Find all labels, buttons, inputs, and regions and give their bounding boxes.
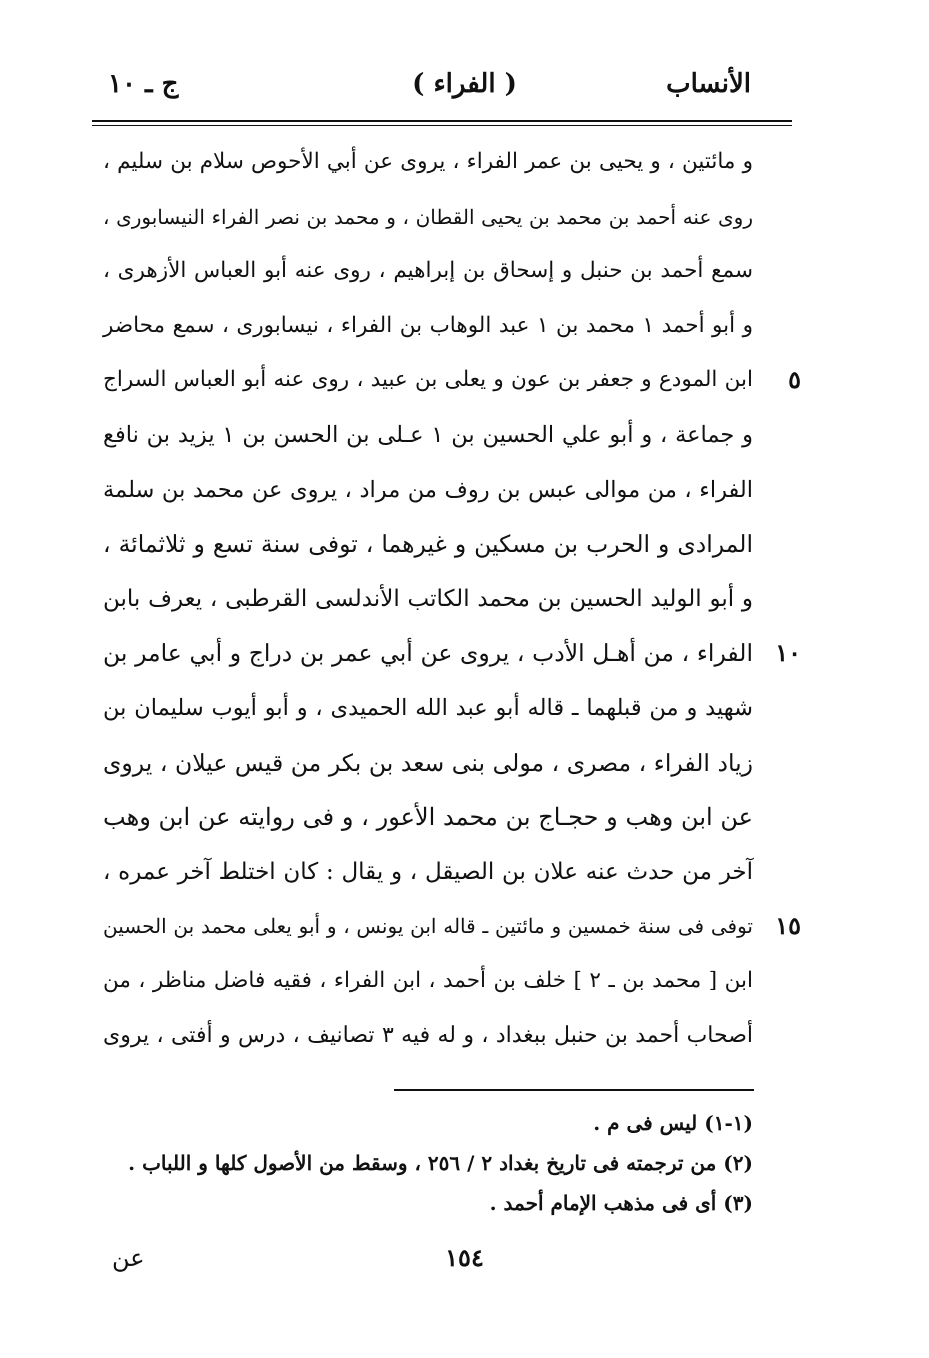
- text-line: [103, 244, 753, 299]
- line-text: روى عنه أحمد بن محمد بن يحيى القطان ، و محمد بن نصر الفراء النيسابورى ،: [103, 204, 753, 229]
- line-text: الفراء ، من أهـل الأدب ، يروى عن أبي عمر بن دراج و أبي عامر بن: [103, 639, 753, 668]
- header-rule-thin: [92, 125, 792, 126]
- line-text: و أبو الوليد الحسين بن محمد الكاتب الأندلسى القرطبى ، يعرف بابن: [103, 585, 753, 612]
- footnotes: [93, 1103, 753, 1223]
- text-line: [103, 135, 753, 190]
- text-line: [103, 463, 753, 518]
- line-text: و مائتين ، و يحيى بن عمر الفراء ، يروى عن أبي الأحوص سلام بن سليم ،: [103, 149, 753, 174]
- line-text: و أبو أحمد ١ محمد بن ١ عبد الوهاب بن الفراء ، نيسابورى ، سمع محاضر: [103, 312, 754, 338]
- line-text: المرادى و الحرب بن مسكين و غيرهما ، توفى سنة تسع و ثلاثمائة ،: [103, 530, 753, 559]
- text-line: [103, 1009, 753, 1064]
- text-line: [103, 299, 753, 354]
- text-line: [103, 408, 753, 463]
- page-number: ١٥٤: [445, 1243, 484, 1272]
- running-head-book-title: الأنساب: [666, 69, 751, 99]
- line-number: ١٥: [775, 911, 801, 941]
- text-line: [103, 517, 753, 572]
- line-text: أصحاب أحمد بن حنبل ببغداد ، و له فيه ٣ تصانيف ، درس و أفتى ، يروى: [103, 1022, 754, 1048]
- text-line: [103, 899, 801, 954]
- text-line: [103, 353, 801, 408]
- line-text: سمع أحمد بن حنبل و إسحاق بن إبراهيم ، روى عنه أبو العباس الأزهرى ،: [103, 258, 753, 284]
- line-text: ابن [ محمد بن ـ ٢ ] خلف بن أحمد ، ابن الفراء ، فقيه فاضل مناظر ، من: [103, 967, 753, 993]
- line-text: آخر من حدث عنه علان بن الصيقل ، و يقال : كان اختلط آخر عمره ،: [103, 858, 753, 885]
- header-rule: [92, 120, 792, 122]
- running-head-volume: ج ـ ١٠: [108, 69, 179, 99]
- catchword: عن: [112, 1244, 145, 1272]
- text-line: [103, 681, 753, 736]
- line-text: شهيد و من قبلهما ـ قاله أبو عبد الله الحميدى ، و أبو أيوب سليمان بن: [103, 694, 753, 721]
- footnote-rule: [394, 1089, 754, 1091]
- running-head-entry: ( الفراء ): [412, 69, 517, 99]
- line-text: الفراء ، من موالى عبس بن روف من مراد ، يروى عن محمد بن سلمة: [103, 476, 753, 503]
- text-line: [103, 790, 753, 845]
- footnote: (٢) من ترجمته فى تاريخ بغداد ٢ / ٢٥٦ ، وسقط من الأصول كلها و اللباب .: [128, 1151, 753, 1175]
- footnote: (٣) أى فى مذهب الإمام أحمد .: [489, 1191, 753, 1215]
- line-text: و جماعة ، و أبو علي الحسين بن ١ عـلى بن الحسن بن ١ يزيد بن نافع: [103, 421, 754, 448]
- text-line: [103, 626, 801, 681]
- line-text: توفى فى سنة خمسين و مائتين ـ قاله ابن يونس ، و أبو يعلى محمد بن الحسين: [103, 914, 753, 939]
- line-number: ١٠: [775, 638, 801, 668]
- line-text: عن ابن وهب و حجـاج بن محمد الأعور ، و فى روايته عن ابن وهب: [103, 803, 753, 832]
- footnote: (١-١) ليس فى م .: [593, 1111, 753, 1135]
- line-text: ابن المودع و جعفر بن عون و يعلى بن عبيد ، روى عنه أبو العباس السراج: [103, 367, 753, 393]
- text-line: [103, 190, 753, 245]
- main-text: [103, 135, 801, 1063]
- text-line: [103, 845, 753, 900]
- text-line: [103, 572, 753, 627]
- line-number: ٥: [788, 365, 801, 395]
- line-text: زياد الفراء ، مصرى ، مولى بنى سعد بن بكر من قيس عيلان ، يروى: [103, 748, 753, 777]
- text-line: [103, 736, 753, 791]
- text-line: [103, 954, 753, 1009]
